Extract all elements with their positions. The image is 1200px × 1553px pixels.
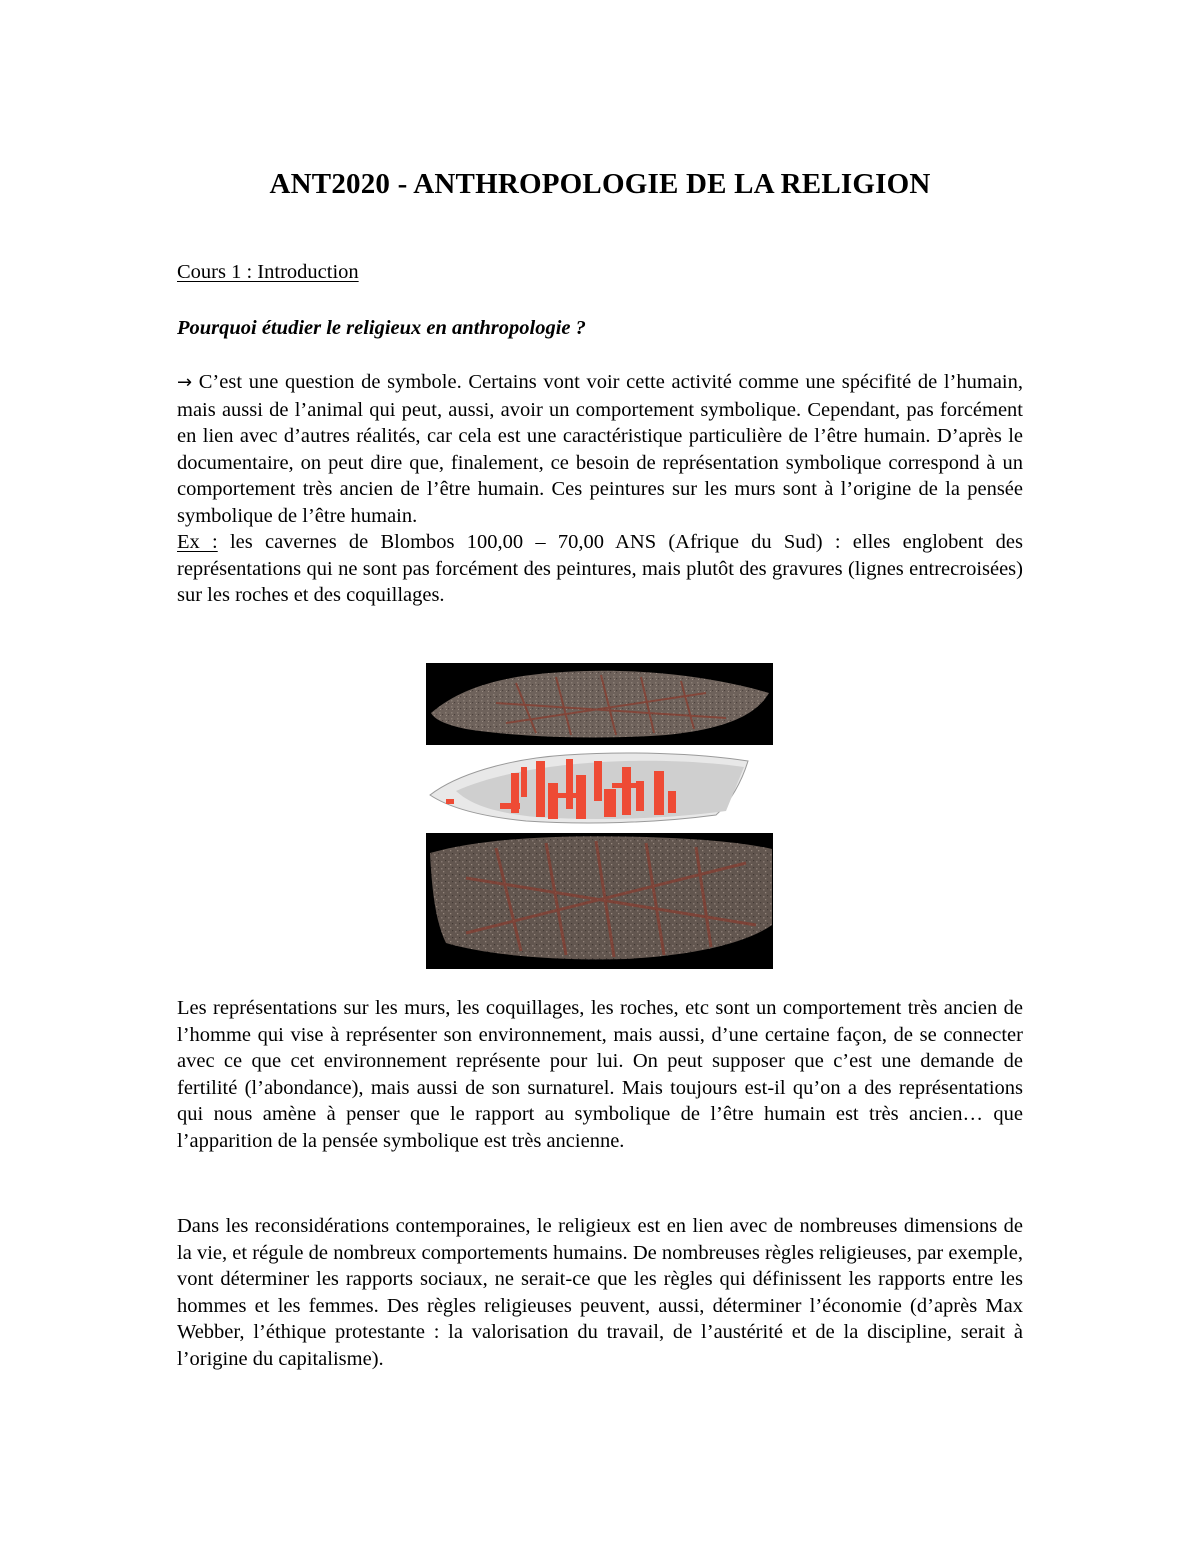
section-question: Pourquoi étudier le religieux en anthropologie ? (177, 317, 586, 339)
course-heading: Cours 1 : Introduction (177, 261, 359, 283)
paragraph-symbolism-text: C’est une question de symbole. Certains vont voir cette activité comme une spécifité de l’humain, mais aussi de l’animal qui peut, aussi, avoir un comportement symbolique. Cependant, pas forcément en lien avec d’autres réalités, car cela est une caractéristique particulière de l’être humain. D’après le documentaire, on peut dire que, finalement, ce besoin de représentation symbolique correspond à un comportement très ancien de l’être humain. Ces peintures sur les murs sont à l’origine de la pensée symbolique de l’être humain. (177, 371, 1023, 527)
stone-tracing-diagram (426, 749, 773, 829)
blombos-engraved-stone-figure (426, 663, 773, 969)
stone-photo-top (426, 663, 773, 745)
document-title: ANT2020 - ANTHROPOLOGIE DE LA RELIGION (269, 168, 931, 200)
paragraph-symbolism (177, 369, 1023, 609)
example-label: Ex : (177, 531, 218, 553)
paragraph-contemporary: Dans les reconsidérations contemporaines, le religieux est en lien avec de nombreuses dimensions de la vie, et régule de nombreux comportements humains. De nombreuses règles religieuses, par exemple, vont déterminer les rapports sociaux, ne serait-ce que les règles qui définissent les rapports entre les hommes et les femmes. Des règles religieuses peuvent, aussi, déterminer l’économie (d’après Max Webber, l’éthique protestante : la valorisation du travail, de l’austérité et de la discipline, serait à l’origine du capitalisme). (177, 1215, 1023, 1370)
stone-photo-bottom (426, 833, 773, 969)
arrow-right-icon: → (177, 372, 193, 393)
example-text: les cavernes de Blombos 100,00 – 70,00 ANS (Afrique du Sud) : elles englobent des représentations qui ne sont pas forcément des peintures, mais plutôt des gravures (lignes entrecroisées) sur les roches et des coquillages. (177, 531, 1024, 606)
paragraph-representations: Les représentations sur les murs, les coquillages, les roches, etc sont un comportement très ancien de l’homme qui vise à représenter son environnement, mais aussi, d’une certaine façon, de se connecter avec ce que cet environnement représente pour lui. On peut supposer que c’est une demande de fertilité (l’abondance), mais aussi de son surnaturel. Mais toujours est-il qu’on a des représentations qui nous amène à penser que le rapport au symbolique de l’être humain est très ancien… que l’apparition de la pensée symbolique est très ancienne. (177, 997, 1023, 1152)
